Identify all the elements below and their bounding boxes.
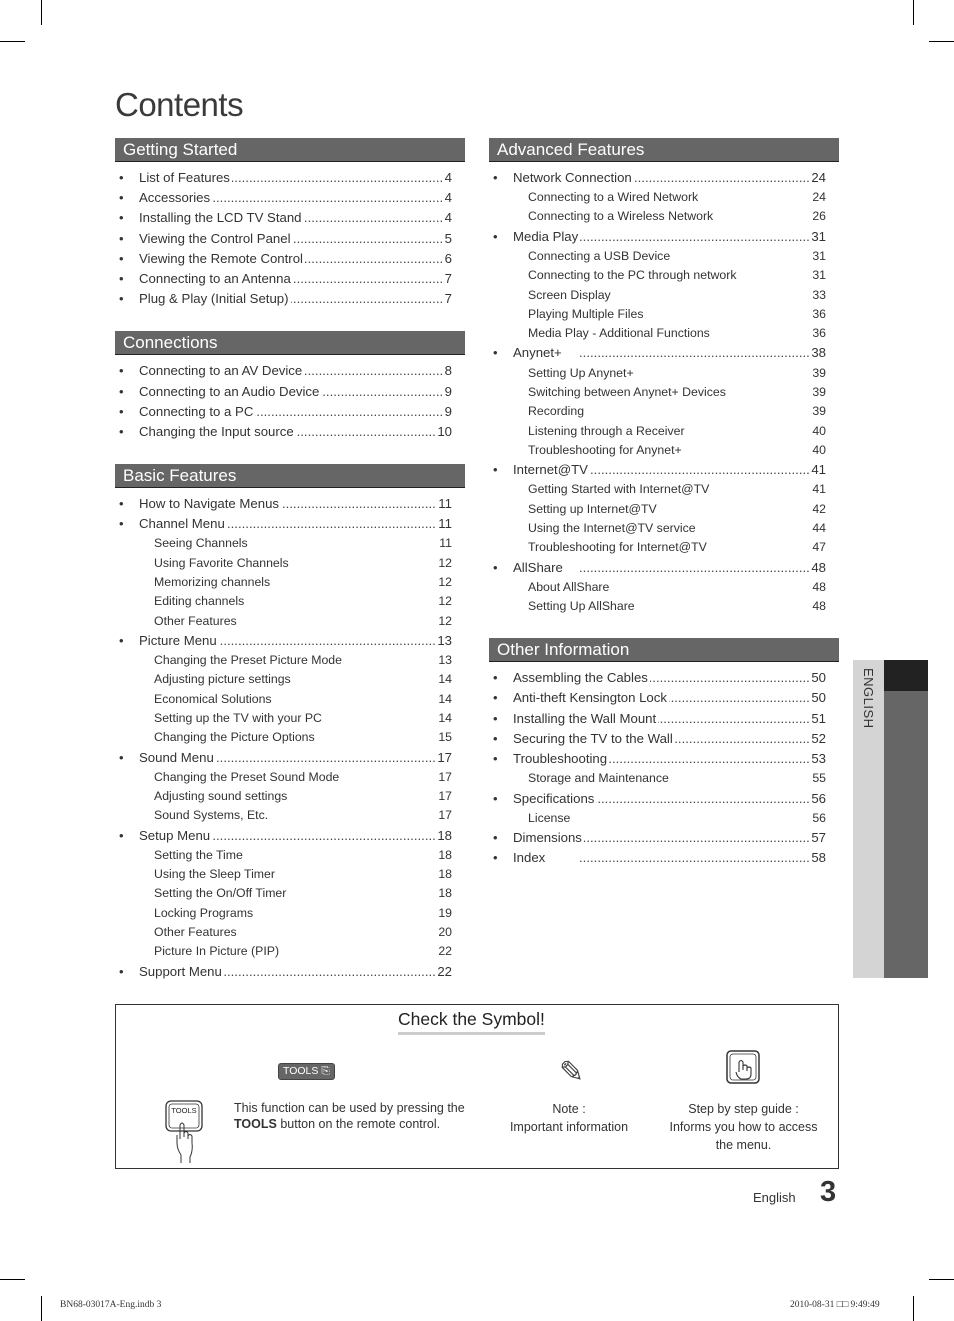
toc-subentry-page: 39 (811, 364, 826, 383)
toc-subentry[interactable] (115, 592, 465, 611)
toc-subentry-title: Editing channels (154, 594, 245, 609)
toc-subentry-title: Adjusting picture settings (154, 672, 291, 687)
toc-subentry-title: Picture In Picture (PIP) (154, 944, 280, 959)
bullet-icon: • (119, 383, 124, 399)
toc-entry-page: 22 (436, 962, 452, 982)
toc-subentry-title: Adjusting sound settings (154, 789, 288, 804)
toc-entry-title: Connecting to an Audio Device (139, 383, 320, 399)
toc-subentry[interactable] (489, 809, 839, 828)
toc-subentry-page: 12 (437, 592, 452, 611)
toc-subentry-title: Changing the Preset Picture Mode (154, 653, 342, 668)
toc-subentry-title: Media Play - Additional Functions (528, 326, 710, 341)
toc-subentry-title: Setting up Internet@TV (528, 501, 657, 516)
dot-leader (579, 789, 826, 809)
toc-subentry-title: Connecting to a Wireless Network (528, 209, 714, 224)
toc-subentry[interactable] (489, 402, 839, 421)
toc-entry-page: 18 (436, 826, 452, 846)
toc-entry-title: Installing the LCD TV Stand (139, 210, 302, 226)
step-guide-description: Step by step guide : Informs you how to access the menu. (669, 1102, 818, 1152)
toc-entry-page: 10 (436, 422, 452, 442)
toc-subentry-title: Memorizing channels (154, 575, 271, 590)
toc-subentry[interactable] (489, 207, 839, 226)
toc-entry-page: 11 (437, 494, 452, 514)
toc-section (489, 138, 839, 616)
toc-subentry-page: 47 (811, 538, 826, 557)
toc-entry-title: Sound Menu (139, 749, 214, 765)
toc-entry-title: Connecting to an AV Device (139, 363, 303, 379)
toc-entry-page: 48 (810, 558, 826, 578)
toc-entry-title: Accessories (139, 190, 211, 206)
toc-subentry-title: Locking Programs (154, 905, 254, 920)
toc-entry-page: 24 (810, 168, 826, 188)
toc-subentry-title: Setting the Time (154, 847, 243, 862)
toc-subentry-page: 22 (437, 942, 452, 961)
toc-entry[interactable] (115, 188, 465, 208)
toc-entry-title: List of Features (139, 170, 230, 185)
toc-entry-title: Anynet+ (513, 345, 562, 361)
toc-entry-title: Viewing the Control Panel (139, 230, 291, 246)
toc-subentry[interactable] (489, 266, 839, 285)
toc-entry[interactable] (489, 460, 839, 480)
toc-entry-title: Network Connection (513, 170, 632, 185)
crop-mark (41, 0, 42, 25)
toc-subentry[interactable] (489, 364, 839, 383)
toc-entry-title: Dimensions (513, 830, 582, 845)
toc-subentry[interactable] (115, 573, 465, 592)
toc-subentry[interactable] (489, 286, 839, 305)
bullet-icon: • (119, 496, 124, 512)
toc-subentry-title: Using Favorite Channels (154, 555, 289, 570)
toc-subentry-page: 33 (811, 286, 826, 305)
toc-subentry-title: Screen Display (528, 287, 611, 302)
toc-entry-page: 6 (444, 249, 452, 269)
toc-subentry-page: 11 (438, 534, 452, 553)
section-heading: Basic Features (115, 464, 465, 488)
toc-subentry[interactable] (115, 612, 465, 631)
toc-subentry-title: Sound Systems, Etc. (154, 808, 269, 823)
toc-section (115, 138, 465, 309)
toc-subentry[interactable] (115, 865, 465, 884)
bullet-icon: • (493, 670, 498, 686)
tools-glyph-icon: ⎘ (318, 1065, 330, 1077)
toc-entry-page: 4 (444, 188, 452, 208)
toc-subentry-title: Listening through a Receiver (528, 423, 685, 438)
toc-entry-title: Troubleshooting (513, 751, 608, 767)
dot-leader (579, 460, 826, 480)
toc-section (489, 638, 839, 868)
bullet-icon: • (493, 345, 498, 361)
dot-leader (205, 168, 452, 188)
svg-text:TOOLS: TOOLS (171, 1106, 197, 1115)
toc-subentry-title: Other Features (154, 613, 237, 628)
toc-subentry-title: Playing Multiple Files (528, 306, 644, 321)
toc-subentry-page: 17 (437, 806, 452, 825)
toc-section (115, 331, 465, 442)
toc-entry-title: Viewing the Remote Control (139, 250, 303, 266)
bullet-icon: • (493, 751, 498, 767)
toc-entry[interactable] (489, 668, 839, 688)
toc-entry-title: Index (513, 850, 546, 866)
toc-entry[interactable] (489, 729, 839, 749)
toc-subentry-page: 14 (437, 690, 452, 709)
tools-badge: TOOLS ⎘ (278, 1063, 335, 1080)
toc-entry-page: 7 (444, 289, 452, 309)
toc-subentry-page: 56 (811, 809, 826, 828)
toc-subentry-title: Storage and Maintenance (528, 771, 669, 786)
toc-entry[interactable] (489, 828, 839, 848)
toc-section (115, 464, 465, 982)
toc-subentry[interactable] (489, 480, 839, 499)
toc-right-column (489, 138, 839, 890)
toc-entry-title: Specifications (513, 790, 595, 806)
language-tab (853, 660, 928, 978)
bullet-icon: • (493, 228, 498, 244)
toc-entry-page: 41 (810, 460, 826, 480)
bullet-icon: • (119, 190, 124, 206)
toc-subentry-title: Economical Solutions (154, 691, 272, 706)
toc-left-column (115, 138, 465, 1004)
toc-subentry[interactable] (115, 904, 465, 923)
toc-entry-title: Setup Menu (139, 827, 211, 843)
toc-entry[interactable] (489, 227, 839, 247)
toc-subentry-title: Setting the On/Off Timer (154, 886, 287, 901)
bullet-icon: • (493, 790, 498, 806)
tools-description: This function can be used by pressing the TOOLS button on the remote control. (234, 1101, 465, 1131)
toc-subentry-title: Connecting to the PC through network (528, 268, 737, 283)
bullet-icon: • (493, 830, 498, 845)
toc-entry-page: 56 (810, 789, 826, 809)
toc-subentry-page: 13 (437, 651, 452, 670)
bullet-icon: • (493, 850, 498, 866)
toc-subentry-title: Changing the Picture Options (154, 730, 315, 745)
bullet-icon: • (119, 827, 124, 843)
toc-subentry[interactable] (115, 651, 465, 670)
toc-subentry-title: Using the Internet@TV service (528, 520, 696, 535)
toc-entry-title: Internet@TV (513, 462, 588, 478)
bullet-icon: • (493, 462, 498, 478)
toc-subentry-title: Other Features (154, 925, 237, 940)
toc-subentry-page: 40 (811, 441, 826, 460)
toc-entry[interactable] (115, 422, 465, 442)
toc-subentry-page: 19 (437, 904, 452, 923)
bullet-icon: • (119, 230, 124, 246)
toc-subentry-title: Troubleshooting for Anynet+ (528, 442, 682, 457)
toc-entry[interactable] (489, 688, 839, 708)
toc-subentry-page: 18 (437, 865, 452, 884)
toc-entry-page: 9 (444, 402, 452, 422)
bullet-icon: • (493, 710, 498, 726)
bullet-icon: • (493, 690, 498, 706)
toc-subentry-page: 40 (811, 422, 826, 441)
toc-entry-page: 57 (810, 828, 826, 848)
dot-leader (579, 343, 826, 363)
toc-subentry[interactable] (115, 884, 465, 903)
toc-subentry-page: 31 (811, 266, 826, 285)
toc-subentry-page: 18 (437, 884, 452, 903)
bullet-icon: • (119, 170, 124, 185)
toc-subentry[interactable] (115, 554, 465, 573)
dot-leader (579, 828, 826, 848)
toc-subentry[interactable] (489, 769, 839, 788)
toc-entry[interactable] (489, 168, 839, 188)
toc-entry[interactable] (115, 269, 465, 289)
toc-subentry[interactable] (489, 519, 839, 538)
section-heading: Other Information (489, 638, 839, 662)
toc-entry[interactable] (115, 382, 465, 402)
dot-leader (579, 227, 826, 247)
toc-subentry-title: Seeing Channels (154, 536, 248, 551)
toc-subentry-page: 14 (437, 709, 452, 728)
toc-subentry[interactable] (115, 846, 465, 865)
toc-entry-title: Installing the Wall Mount (513, 710, 657, 726)
toc-subentry-page: 12 (437, 612, 452, 631)
toc-entry-page: 50 (810, 668, 826, 688)
toc-subentry[interactable] (489, 441, 839, 460)
bullet-icon: • (119, 516, 124, 532)
bullet-icon: • (119, 423, 124, 439)
toc-entry[interactable] (489, 848, 839, 868)
toc-entry-title: Anti-theft Kensington Lock (513, 690, 667, 706)
toc-subentry[interactable] (115, 534, 465, 553)
toc-subentry-title: Recording (528, 404, 585, 419)
toc-entry-title: Channel Menu (139, 516, 225, 532)
bullet-icon: • (493, 559, 498, 575)
toc-entry[interactable] (115, 631, 465, 651)
dot-leader (205, 514, 452, 534)
toc-subentry-title: Changing the Preset Sound Mode (154, 769, 340, 784)
crop-mark (0, 1279, 25, 1280)
toc-subentry[interactable] (115, 806, 465, 825)
toc-entry-title: Connecting to an Antenna (139, 270, 291, 286)
toc-entry-page: 53 (810, 749, 826, 769)
crop-mark (929, 1279, 954, 1280)
dot-leader (579, 848, 826, 868)
toc-entry-title: Assembling the Cables (513, 670, 648, 686)
toc-entry[interactable] (115, 229, 465, 249)
dot-leader (205, 748, 452, 768)
bullet-icon: • (119, 749, 124, 765)
toc-subentry[interactable] (115, 709, 465, 728)
toc-subentry[interactable] (115, 690, 465, 709)
toc-entry[interactable] (115, 289, 465, 309)
bullet-icon: • (119, 270, 124, 286)
dot-leader (205, 188, 452, 208)
toc-entry[interactable] (489, 789, 839, 809)
toc-entry-page: 58 (810, 848, 826, 868)
note-description: Note : Important information (509, 1102, 629, 1134)
toc-subentry-title: Using the Sleep Timer (154, 867, 275, 882)
toc-subentry-title: Setting Up Anynet+ (528, 365, 634, 380)
toc-subentry-page: 17 (437, 787, 452, 806)
toc-subentry[interactable] (489, 324, 839, 343)
toc-entry-page: 4 (444, 208, 452, 228)
toc-subentry[interactable] (489, 188, 839, 207)
dot-leader (205, 826, 452, 846)
toc-subentry[interactable] (115, 670, 465, 689)
section-heading: Connections (115, 331, 465, 355)
bullet-icon: • (119, 403, 124, 419)
bullet-icon: • (119, 363, 124, 379)
toc-subentry-title: Setting Up AllShare (528, 598, 635, 613)
toc-subentry[interactable] (115, 787, 465, 806)
toc-entry[interactable] (489, 558, 839, 578)
toc-subentry-page: 26 (811, 207, 826, 226)
toc-entry-page: 50 (810, 688, 826, 708)
bullet-icon: • (119, 963, 124, 979)
toc-entry-page: 4 (444, 168, 452, 188)
toc-subentry-title: License (528, 810, 571, 825)
toc-entry-title: Picture Menu (139, 632, 217, 648)
toc-entry-title: AllShare (513, 559, 563, 575)
bullet-icon: • (493, 170, 498, 185)
toc-entry-page: 11 (437, 514, 452, 534)
toc-entry-page: 52 (810, 729, 826, 749)
toc-subentry[interactable] (489, 247, 839, 266)
crop-mark (913, 0, 914, 25)
toc-subentry[interactable] (489, 538, 839, 557)
language-tab-label: ENGLISH (861, 668, 876, 729)
toc-subentry-page: 17 (437, 768, 452, 787)
toc-entry[interactable] (115, 748, 465, 768)
symbol-legend-box (115, 1004, 839, 1169)
toc-subentry[interactable] (489, 422, 839, 441)
toc-entry-title: Media Play (513, 228, 579, 244)
toc-entry[interactable] (115, 826, 465, 846)
dot-leader (205, 962, 452, 982)
section-heading: Getting Started (115, 138, 465, 162)
toc-subentry[interactable] (115, 923, 465, 942)
toc-entry[interactable] (115, 208, 465, 228)
toc-subentry-page: 39 (811, 383, 826, 402)
bullet-icon: • (493, 730, 498, 746)
bullet-icon: • (119, 210, 124, 226)
toc-entry-title: Plug & Play (Initial Setup) (139, 291, 289, 307)
toc-entry[interactable] (115, 494, 465, 514)
toc-entry-page: 8 (444, 361, 452, 381)
print-slug-right: 2010-08-31 □□ 9:49:49 (790, 1300, 880, 1310)
toc-entry[interactable] (115, 168, 465, 188)
crop-mark (913, 1296, 914, 1321)
toc-entry[interactable] (115, 402, 465, 422)
bullet-icon: • (119, 632, 124, 648)
crop-mark (0, 41, 25, 42)
toc-subentry[interactable] (489, 597, 839, 616)
toc-subentry-page: 24 (811, 188, 826, 207)
toc-subentry-title: Switching between Anynet+ Devices (528, 384, 726, 399)
toc-subentry[interactable] (489, 383, 839, 402)
toc-subentry-page: 44 (811, 519, 826, 538)
toc-entry-title: Connecting to a PC (139, 403, 254, 419)
toc-entry[interactable] (489, 709, 839, 729)
toc-entry[interactable] (115, 249, 465, 269)
section-heading: Advanced Features (489, 138, 839, 162)
toc-subentry[interactable] (489, 305, 839, 324)
toc-subentry-page: 31 (811, 247, 826, 266)
toc-entry-title: Changing the Input source (139, 423, 294, 439)
toc-subentry-page: 55 (811, 769, 826, 788)
toc-entry[interactable] (115, 514, 465, 534)
toc-subentry-page: 36 (811, 324, 826, 343)
bullet-icon: • (119, 250, 124, 266)
toc-subentry-page: 42 (811, 500, 826, 519)
symbol-legend-title: Check the Symbol! (398, 1009, 545, 1035)
toc-subentry[interactable] (115, 942, 465, 961)
toc-subentry-title: About AllShare (528, 579, 610, 594)
toc-entry-page: 9 (444, 382, 452, 402)
toc-entry-title: How to Navigate Menus (139, 496, 280, 512)
bullet-icon: • (119, 291, 124, 307)
toc-entry[interactable] (115, 361, 465, 381)
toc-entry-page: 38 (810, 343, 826, 363)
note-pencil-icon: ✎ (559, 1056, 585, 1089)
toc-entry[interactable] (489, 343, 839, 363)
toc-entry-page: 5 (444, 229, 452, 249)
toc-subentry-page: 18 (437, 846, 452, 865)
toc-subentry-page: 39 (811, 402, 826, 421)
toc-subentry-page: 12 (437, 554, 452, 573)
toc-subentry-title: Troubleshooting for Internet@TV (528, 540, 707, 555)
page-number: 3 (820, 1176, 837, 1208)
toc-subentry-page: 48 (811, 597, 826, 616)
toc-entry[interactable] (115, 962, 465, 982)
toc-subentry-page: 15 (437, 728, 452, 747)
toc-entry-page: 31 (810, 227, 826, 247)
toc-subentry-page: 12 (437, 573, 452, 592)
dot-leader (579, 749, 826, 769)
toc-subentry-title: Setting up the TV with your PC (154, 711, 322, 725)
toc-entry-title: Securing the TV to the Wall (513, 730, 673, 746)
toc-entry-page: 51 (810, 709, 826, 729)
footer-language: English (753, 1190, 796, 1205)
toc-subentry-page: 36 (811, 305, 826, 324)
toc-entry-page: 13 (436, 631, 452, 651)
toc-subentry-title: Connecting a USB Device (528, 248, 671, 263)
toc-subentry-title: Getting Started with Internet@TV (528, 482, 710, 497)
toc-entry-page: 7 (444, 269, 452, 289)
dot-leader (579, 558, 826, 578)
toc-subentry-page: 41 (811, 480, 826, 499)
toc-subentry[interactable] (115, 768, 465, 787)
dot-leader (205, 631, 452, 651)
remote-tools-hand-icon (163, 1099, 207, 1165)
toc-subentry-page: 14 (437, 670, 452, 689)
step-guide-icon (726, 1050, 760, 1084)
crop-mark (929, 41, 954, 42)
crop-mark (41, 1296, 42, 1321)
toc-subentry[interactable] (115, 728, 465, 747)
toc-subentry-page: 48 (811, 578, 826, 597)
toc-entry[interactable] (489, 749, 839, 769)
toc-entry-page: 17 (436, 748, 452, 768)
toc-subentry-title: Connecting to a Wired Network (528, 190, 699, 205)
toc-subentry-page: 20 (437, 923, 452, 942)
print-slug-left: BN68-03017A-Eng.indb 3 (60, 1300, 162, 1310)
toc-subentry[interactable] (489, 578, 839, 597)
toc-entry-title: Support Menu (139, 963, 222, 979)
toc-subentry[interactable] (489, 500, 839, 519)
page-title: Contents (115, 86, 244, 123)
